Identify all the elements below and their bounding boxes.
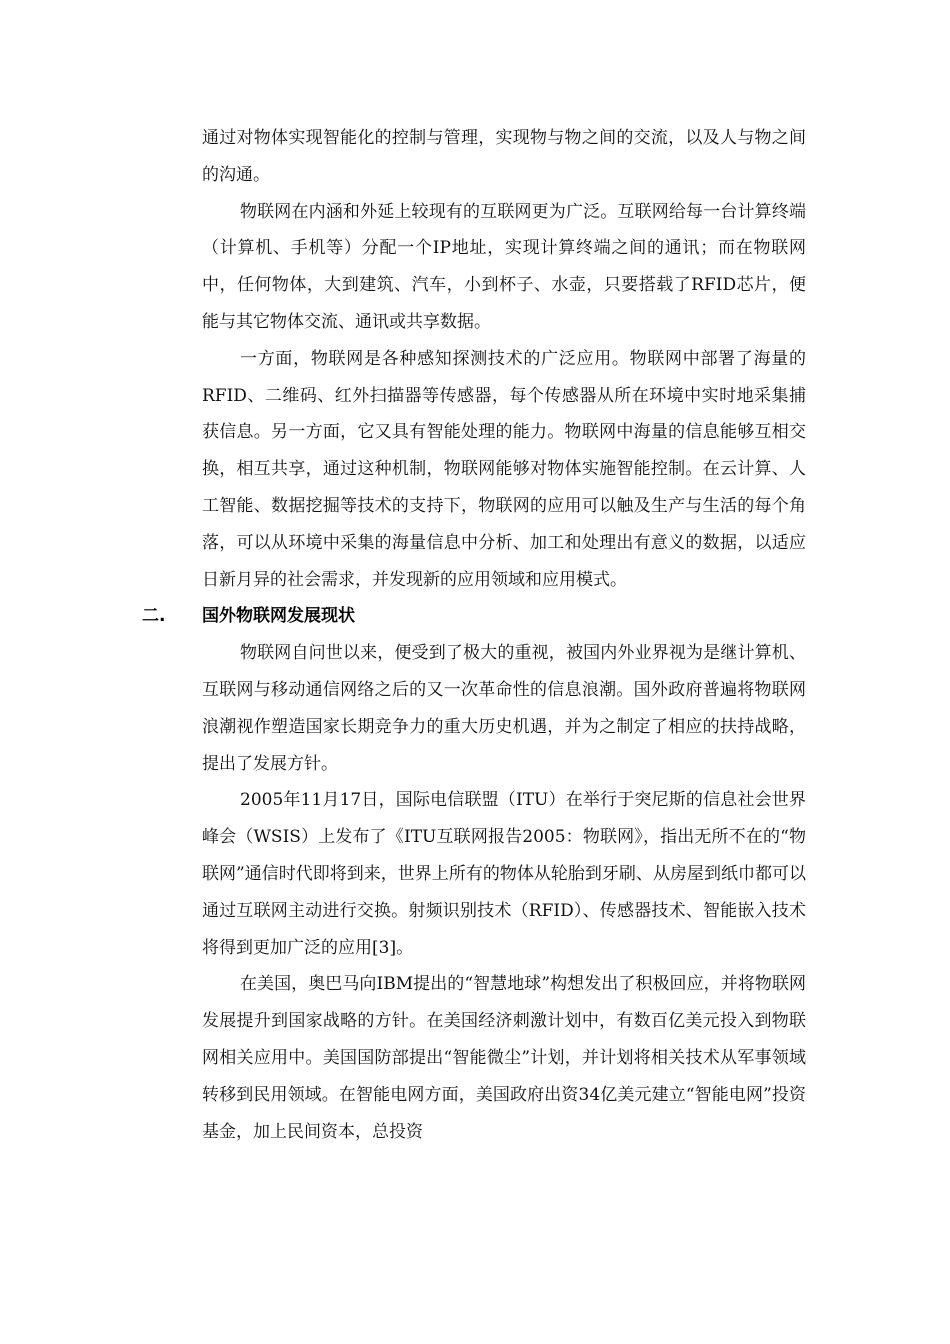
paragraph-iot-sensing: 一方面，物联网是各种感知探测技术的广泛应用。物联网中部署了海量的RFID、二维码、红外扫描器等传感器，每个传感器从所在环境中实时地采集捕获信息。另一方面，它又具有智能处理的能力。物联网中海量的信息能够互相交换，相互共享，通过这种机制，物联网能够对物体实施智能控制。在云计算、人工智能、数据挖掘等技术的支持下，物联网的应用可以触及生产与生活的每个角落，可以从环境中采集的海量信息中分析、加工和处理出有意义的数据，以适应日新月异的社会需求，并发现新的应用领域和应用模式。: [202, 348, 806, 590]
document-body: [142, 120, 806, 1150]
paragraph-iot-scope: 物联网在内涵和外延上较现有的互联网更为广泛。互联网给每一台计算终端（计算机、手机等）分配一个IP地址，实现计算终端之间的通讯；而在物联网中，任何物体，大到建筑、汽车，小到杯子、水壶，只要搭载了RFID芯片，便能与其它物体交流、通讯或共享数据。: [202, 201, 806, 332]
paragraph-continuation: 通过对物体实现智能化的控制与管理，实现物与物之间的交流，以及人与物之间的沟通。: [202, 128, 806, 185]
paragraph-usa-strategy: 在美国，奥巴马向IBM提出的“智慧地球”构想发出了积极回应，并将物联网发展提升到国家战略的方针。在美国经济刺激计划中，有数百亿美元投入到物联网相关应用中。美国国防部提出“智能微尘”计划，并计划将相关技术从军事领域转移到民用领域。在智能电网方面，美国政府出资34亿美元建立“智能电网”投资基金，加上民间资本，总投资: [202, 974, 806, 1142]
section-heading: [142, 598, 806, 635]
section-number: 二.: [142, 606, 166, 627]
paragraph-itu-report: 2005年11月17日，国际电信联盟（ITU）在举行于突尼斯的信息社会世界峰会（WSIS）上发布了《ITU互联网报告2005：物联网》，指出无所不在的“物联网”通信时代即将到来，世界上所有的物体从轮胎到牙刷、从房屋到纸巾都可以通过互联网主动进行交换。射频识别技术（RFID）、传感器技术、智能嵌入技术将得到更加广泛的应用[3]。: [202, 790, 806, 958]
section-title: 国外物联网发展现状: [202, 606, 355, 627]
paragraph-iot-attention: 物联网自问世以来，便受到了极大的重视，被国内外业界视为是继计算机、互联网与移动通信网络之后的又一次革命性的信息浪潮。国外政府普遍将物联网浪潮视作塑造国家长期竞争力的重大历史机遇，并为之制定了相应的扶持战略，提出了发展方针。: [202, 643, 806, 774]
